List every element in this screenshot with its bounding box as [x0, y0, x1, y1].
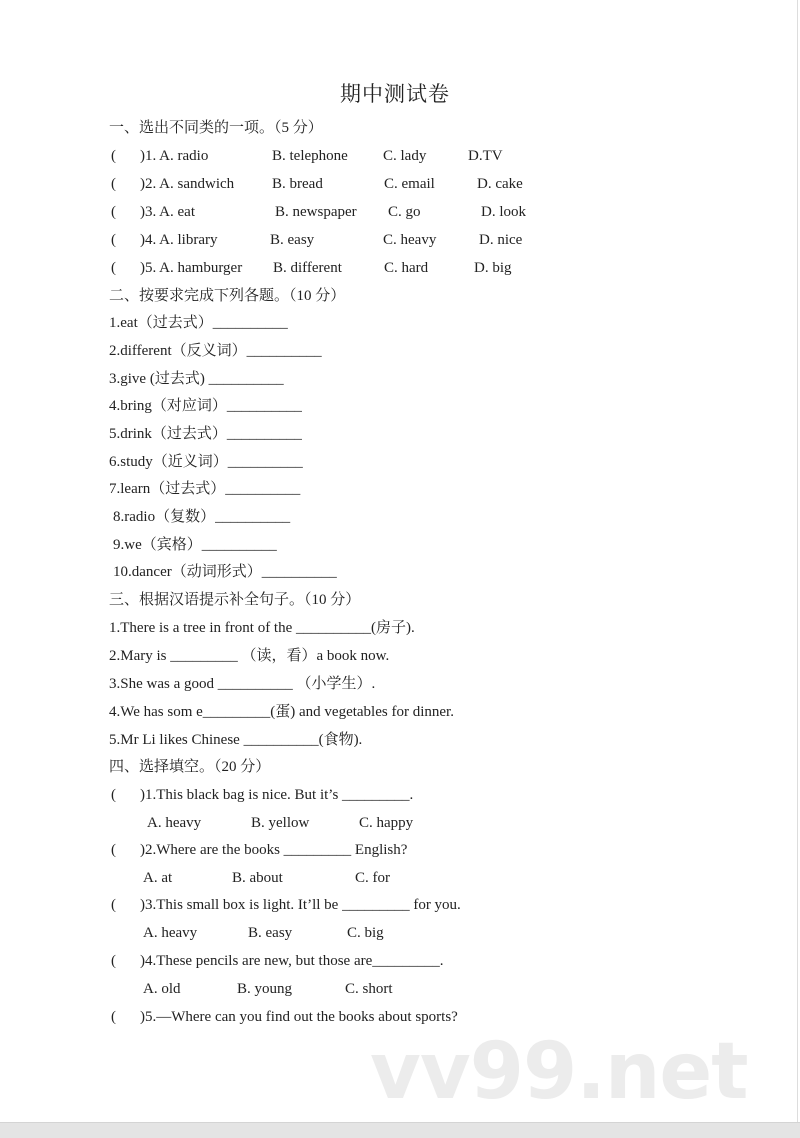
option-b: B. young: [237, 981, 293, 997]
question-option-a: )5. A. hamburger: [140, 260, 243, 276]
section2-item: 9.we（宾格）__________: [113, 537, 277, 553]
question-option-a: )4. A. library: [140, 232, 218, 248]
page-title: 期中测试卷: [340, 82, 450, 106]
section3-item: 5.Mr Li likes Chinese __________(食物).: [109, 732, 363, 748]
option-c: C. heavy: [383, 232, 437, 248]
answer-paren: (: [111, 260, 116, 276]
section2-item: 5.drink（过去式）__________: [109, 426, 302, 442]
section2-item: 4.bring（对应词）__________: [109, 398, 302, 414]
option-d: D. big: [474, 260, 512, 276]
option-d: D. look: [481, 204, 526, 220]
section1-heading: 一、选出不同类的一项。（5 分）: [109, 120, 323, 136]
answer-paren: (: [111, 842, 116, 858]
section2-item: 7.learn（过去式）__________: [109, 481, 301, 497]
section4-heading: 四、选择填空。（20 分）: [109, 759, 271, 775]
section3-heading: 三、根据汉语提示补全句子。（10 分）: [109, 592, 361, 608]
section3-item: 4.We has som e_________(蛋) and vegetables for dinner.: [109, 704, 454, 720]
watermark: vv99.net: [370, 1027, 748, 1117]
option-b: B. telephone: [272, 148, 348, 164]
section3-item: 1.There is a tree in front of the __________(房子).: [109, 620, 415, 636]
option-c: C. for: [355, 870, 390, 886]
option-b: B. easy: [270, 232, 315, 248]
option-b: B. yellow: [251, 815, 310, 831]
section2-item: 1.eat（过去式）__________: [109, 315, 288, 331]
option-d: D.TV: [468, 148, 503, 164]
option-b: B. bread: [272, 176, 323, 192]
question-option-a: )2. A. sandwich: [140, 176, 235, 192]
option-b: B. about: [232, 870, 283, 886]
section2-heading: 二、按要求完成下列各题。（10 分）: [109, 288, 346, 304]
option-c: C. email: [384, 176, 435, 192]
answer-paren: (: [111, 204, 116, 220]
option-c: C. lady: [383, 148, 427, 164]
answer-paren: (: [111, 953, 116, 969]
question-text: )5.—Where can you find out the books about sports?: [140, 1009, 458, 1025]
option-d: D. nice: [479, 232, 523, 248]
question-text: )3.This small box is light. It’ll be _________ for you.: [140, 897, 461, 913]
option-a: A. old: [143, 981, 181, 997]
section3-item: 3.She was a good __________ （小学生）.: [109, 676, 376, 692]
answer-paren: (: [111, 1009, 116, 1025]
page-bottom-edge: [0, 1122, 800, 1138]
option-c: C. happy: [359, 815, 414, 831]
option-c: C. go: [388, 204, 421, 220]
question-option-a: )1. A. radio: [140, 148, 209, 164]
answer-paren: (: [111, 787, 116, 803]
option-c: C. big: [347, 925, 384, 941]
option-a: A. heavy: [143, 925, 198, 941]
option-a: A. at: [143, 870, 173, 886]
section2-item: 3.give (过去式) __________: [109, 371, 284, 387]
section2-item: 10.dancer（动词形式）__________: [113, 564, 337, 580]
option-c: C. hard: [384, 260, 429, 276]
section3-item: 2.Mary is _________ （读，看）a book now.: [109, 648, 390, 664]
question-option-a: )3. A. eat: [140, 204, 195, 220]
option-d: D. cake: [477, 176, 523, 192]
question-text: )2.Where are the books _________ English?: [140, 842, 408, 858]
section2-item: 6.study（近义词）__________: [109, 454, 303, 470]
answer-paren: (: [111, 176, 116, 192]
question-text: )1.This black bag is nice. But it’s _________.: [140, 787, 414, 803]
section2-item: 8.radio（复数）__________: [113, 509, 291, 525]
option-b: B. easy: [248, 925, 293, 941]
section2-item: 2.different（反义词）__________: [109, 343, 322, 359]
question-text: )4.These pencils are new, but those are_________.: [140, 953, 444, 969]
answer-paren: (: [111, 897, 116, 913]
option-c: C. short: [345, 981, 393, 997]
answer-paren: (: [111, 148, 116, 164]
option-b: B. different: [273, 260, 342, 276]
answer-paren: (: [111, 232, 116, 248]
option-a: A. heavy: [147, 815, 202, 831]
option-b: B. newspaper: [275, 204, 357, 220]
